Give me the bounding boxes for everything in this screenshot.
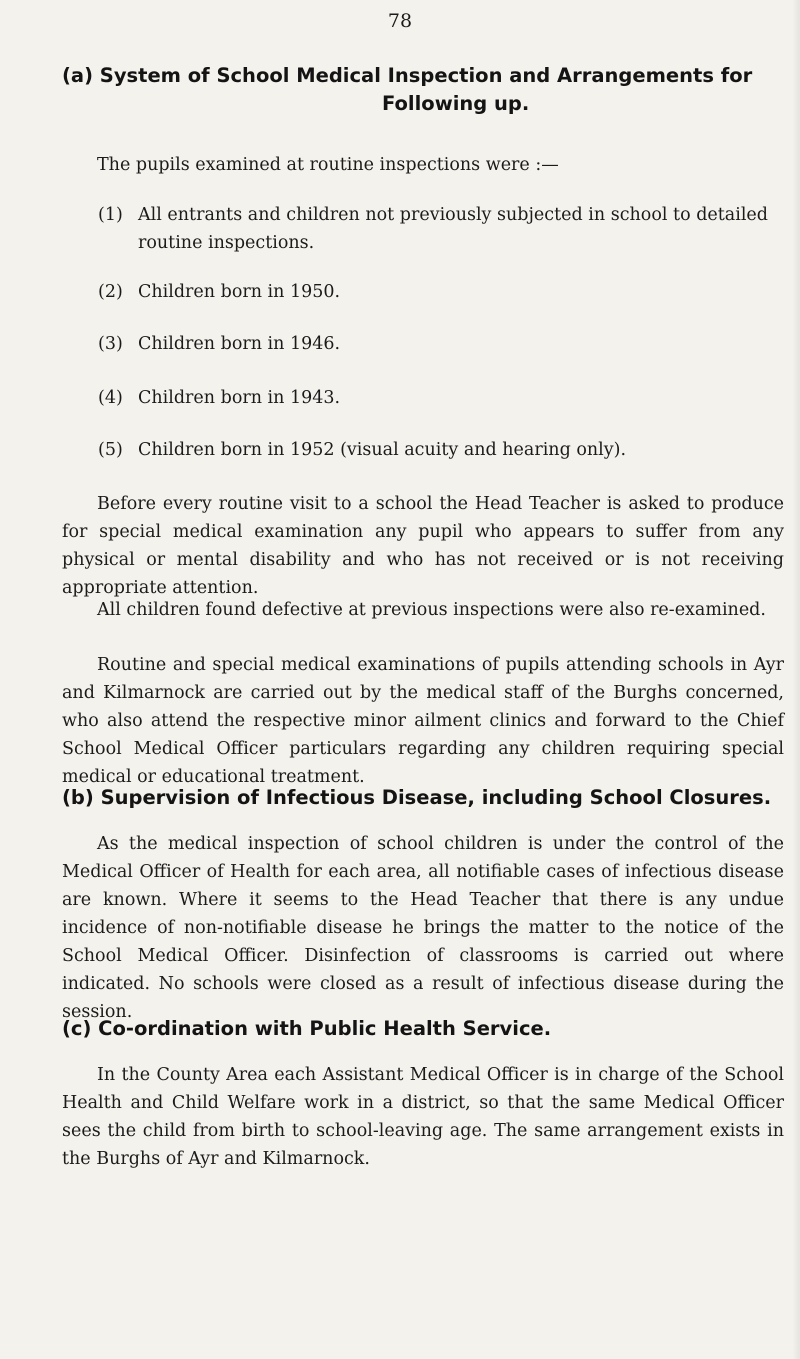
list-item-text: All entrants and children not previously subjected in school to detailed routine inspections. — [138, 205, 768, 253]
section-a-paragraph: Routine and special medical examinations of pupils attending schools in Ayr and Kilmarnock are carried out by the medical staff of the Burghs concerned, who also attend the respective minor ailment clinics and forward to the Chief School Medical Officer particulars regarding any children requiring special medical or educational treatment. — [62, 655, 784, 787]
list-item-text: Children born in 1950. — [138, 282, 341, 302]
section-c-heading: (c) Co-ordination with Public Health Service. — [62, 1017, 552, 1040]
list-item-number: (3) — [98, 334, 123, 354]
list-item-number: (4) — [98, 388, 123, 408]
section-a-intro: The pupils examined at routine inspections were :— — [97, 155, 559, 175]
section-b-heading: (b) Supervision of Infectious Disease, including School Closures. — [62, 786, 772, 809]
list-item-number: (1) — [98, 205, 123, 225]
section-b-paragraph: As the medical inspection of school children is under the control of the Medical Officer of Health for each area, all notifiable cases of infectious disease are known. Where it seems to the Head Teacher that there is any undue incidence of non-notifiable disease he brings the matter to the notice of the School Medical Officer. Disinfection of classrooms is carried out where indicated. No schools were closed as a result of infectious disease during the session. — [62, 834, 784, 1022]
list-item-number: (5) — [98, 440, 123, 460]
section-a-heading — [62, 62, 762, 118]
section-a-heading-line2: Following up. — [382, 92, 530, 115]
page-number: 78 — [387, 10, 413, 32]
list-item-text: Children born in 1946. — [138, 334, 341, 354]
list-item-text: Children born in 1952 (visual acuity and hearing only). — [138, 440, 627, 460]
section-a-heading-line1: (a) System of School Medical Inspection and Arrangements for — [62, 64, 753, 87]
section-a-paragraph: All children found defective at previous inspections were also re-examined. — [97, 600, 766, 620]
section-a-paragraph: Before every routine visit to a school the Head Teacher is asked to produce for special medical examination any pupil who appears to suffer from any physical or mental disability and who has not received or is not receiving appropriate attention. — [62, 494, 784, 598]
list-item-number: (2) — [98, 282, 123, 302]
list-item-text: Children born in 1943. — [138, 388, 341, 408]
page-edge-shadow — [792, 0, 800, 1359]
section-c-paragraph: In the County Area each Assistant Medical Officer is in charge of the School Health and Child Welfare work in a district, so that the same Medical Officer sees the child from birth to school-leaving age. The same arrangement exists in the Burghs of Ayr and Kilmarnock. — [62, 1065, 784, 1169]
